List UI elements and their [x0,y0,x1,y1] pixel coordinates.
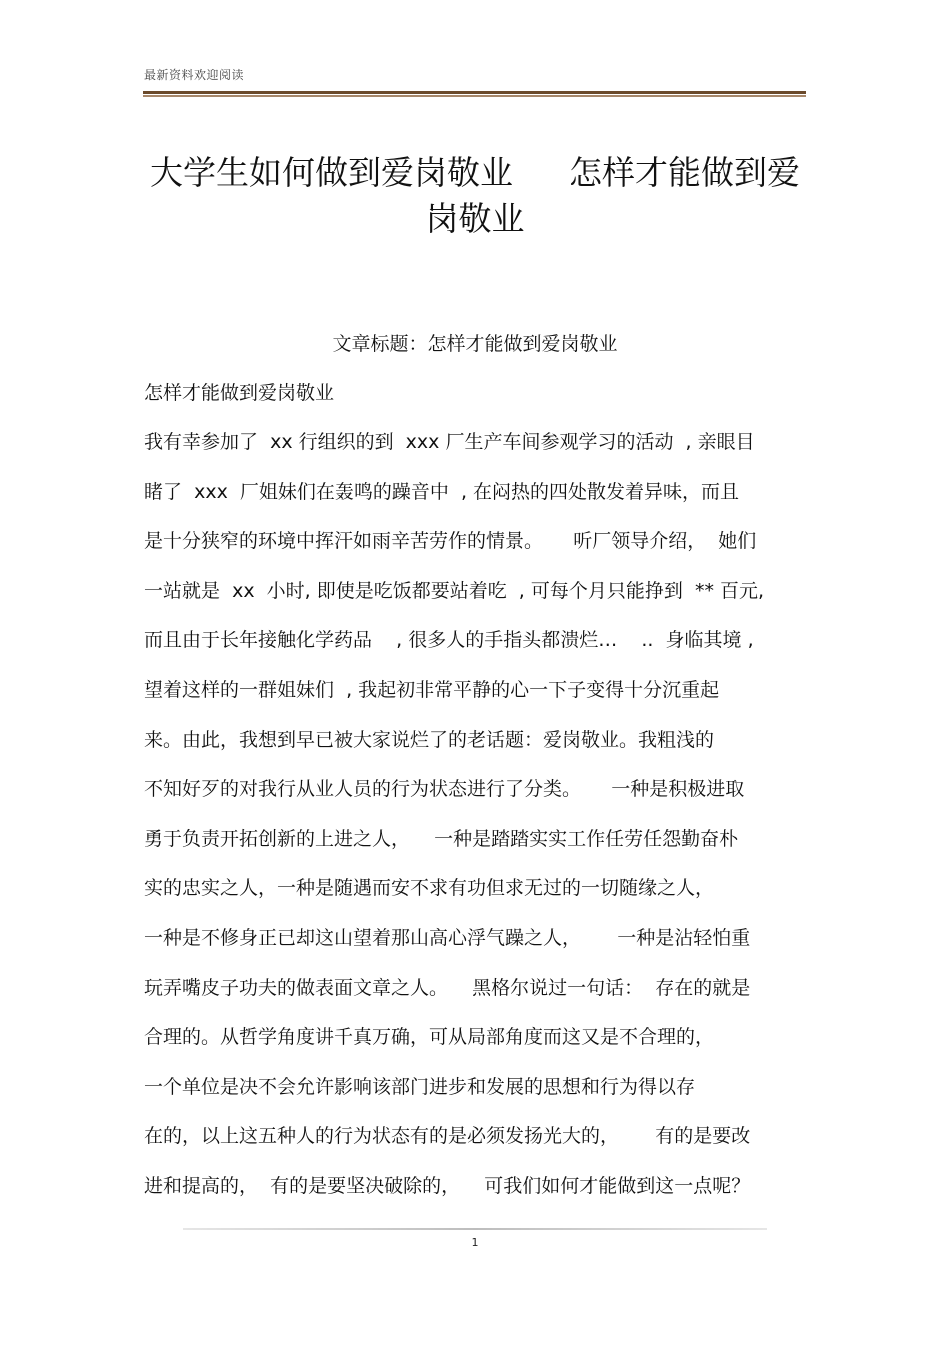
body-line: 我有幸参加了 xx 行组织的到 xxx 厂生产车间参观学习的活动 , 亲眼目 [144,431,755,453]
body-line: 睹了 xxx 厂姐妹们在轰鸣的躁音中 , 在闷热的四处散发着异味，而且 [144,480,740,503]
body-line: 勇于负责开拓创新的上进之人， 一种是踏踏实实工作任劳任怨勤奋朴 [144,827,739,850]
body-line: 望着这样的一群姐妹们 , 我起初非常平静的心一下子变得十分沉重起 [144,678,720,701]
title-part-3: 岗敬业 [425,199,525,239]
footer-rule [183,1228,767,1230]
article-subtitle: 文章标题：怎样才能做到爱岗敬业 [332,333,618,355]
body-line: 实的忠实之人，一种是随遇而安不求有功但求无过的一切随缘之人， [144,877,715,900]
section-heading: 怎样才能做到爱岗敬业 [144,382,335,404]
body-line: 一种是不修身正已却这山望着那山高心浮气躁之人， 一种是沾轻怕重 [144,926,751,949]
header-rule-light [143,95,806,97]
body-line: 而且由于长年接触化学药品 , 很多人的手指头都溃烂… .. 身临其境 , [144,629,754,652]
document-title [100,150,850,242]
body-line: 来。由此，我想到早已被大家说烂了的老话题：爱岗敬业。我粗浅的 [144,728,715,751]
body-line: 在的，以上这五种人的行为状态有的是必须发扬光大的， 有的是要改 [144,1125,751,1148]
header-rule-dark [143,91,806,94]
body-line: 不知好歹的对我行从业人员的行为状态进行了分类。 一种是积极进取 [144,778,745,801]
title-part-1: 大学生如何做到爱岗敬业 [150,153,513,193]
body-text [144,427,814,1221]
body-line: 玩弄嘴皮子功夫的做表面文章之人。 黑格尔说过一句话： 存在的就是 [144,976,751,999]
body-line: 是十分狭窄的环境中挥汗如雨辛苦劳作的情景。 听厂领导介绍， 她们 [144,530,757,553]
body-line: 一个单位是决不会允许影响该部门进步和发展的思想和行为得以存 [144,1075,696,1098]
header-text: 最新资料欢迎阅读 [144,68,245,82]
body-line: 进和提高的， 有的是要坚决破除的， 可我们如何才能做到这一点呢？ [144,1174,751,1197]
body-line: 合理的。从哲学角度讲千真万确，可从局部角度而这又是不合理的， [144,1026,715,1049]
page-number: 1 [471,1236,479,1249]
title-part-2: 怎样才能做到爱 [569,153,800,193]
body-line: 一站就是 xx 小时, 即使是吃饭都要站着吃 , 可每个月只能挣到 ** 百元, [144,579,765,602]
